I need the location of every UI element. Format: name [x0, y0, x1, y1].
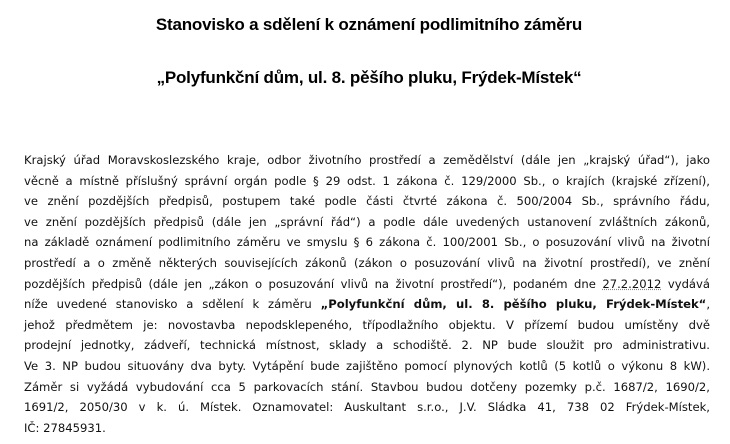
body-line: Záměr si vyžádá vybudování cca 5 parkovacích stání. Stavbou budou dotčeny pozemky p.č. 1687/2, 1690/2,	[24, 379, 710, 394]
body-line	[24, 274, 710, 295]
body-text-segment: vydává	[661, 276, 710, 291]
submission-date: 27.2.2012	[602, 276, 662, 291]
document-title: Stanovisko a sdělení k oznámení podlimitního záměru	[155, 15, 583, 34]
project-name-heading: „Polyfunkční dům, ul. 8. pěšího pluku, Frýdek-Místek“	[156, 68, 582, 87]
body-line: ve znění pozdějších předpisů (dále jen „správní řád“) a podle dále uvedených ustanovení zvláštních zákonů,	[24, 214, 710, 229]
document-body	[24, 150, 710, 438]
body-line: ve znění pozdějších předpisů, postupem také podle části čtvrté zákona č. 500/2004 Sb., správního řádu,	[24, 194, 710, 209]
body-line: jehož předmětem je: novostavba nepodsklepeného, třípodlažního objektu. V přízemí budou umístěny dvě	[24, 317, 710, 332]
body-line: prodejní jednotky, zádveří, technická místnost, sklady a schodiště. 2. NP bude sloužit pro administrativu.	[24, 338, 710, 353]
body-text-segment: níže uvedené stanovisko a sdělení k záměru	[24, 297, 321, 312]
body-text-segment: pozdějších předpisů (dále jen „zákon o posuzování vlivů na životní prostředí“), podaném dne	[24, 276, 603, 291]
body-line: na základě oznámení podlimitního záměru ve smyslu § 6 zákona č. 100/2001 Sb., o posuzování vlivů na životní	[24, 235, 710, 250]
body-line: Krajský úřad Moravskoslezského kraje, odbor životního prostředí a zemědělství (dále jen „krajský úřad“), jako	[24, 153, 710, 167]
body-line: věcně a místně příslušný správní orgán podle § 29 odst. 1 zákona č. 129/2000 Sb., o krajích (krajské zřízení),	[24, 173, 710, 188]
project-name-inline: „Polyfunkční dům, ul. 8. pěšího pluku, Frýdek-Místek“	[320, 297, 707, 312]
body-line: IČ: 27845931.	[24, 420, 106, 435]
body-line: prostředí a o změně některých souvisejících zákonů (zákon o posuzování vlivů na životní prostředí), ve znění	[24, 255, 710, 270]
body-line: Ve 3. NP budou situovány dva byty. Vytápění bude zajištěno pomocí plynových kotlů (5 kotlů o výkonu 8 kW).	[24, 358, 710, 373]
body-line: 1691/2, 2050/30 v k. ú. Místek. Oznamovatel: Auskultant s.r.o., J.V. Sládka 41, 738 02 Frýdek-Místek,	[24, 400, 710, 415]
body-text-segment: ,	[706, 297, 710, 312]
body-line	[24, 294, 710, 315]
